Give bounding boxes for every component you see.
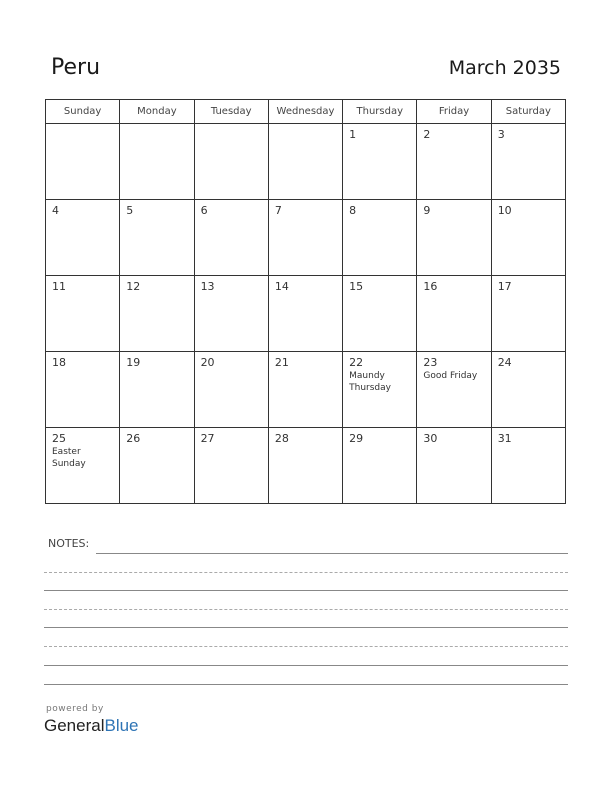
day-number: 14: [274, 280, 289, 293]
holiday-label: Easter Sunday: [52, 447, 86, 469]
note-line: [44, 627, 568, 628]
weekday-header: Wednesday: [268, 100, 342, 124]
day-cell: [194, 428, 268, 504]
day-number: 6: [200, 204, 208, 217]
day-number: 26: [126, 432, 141, 445]
notes-label: NOTES:: [48, 537, 90, 550]
note-line: [44, 665, 568, 666]
powered-by-text: powered by: [46, 704, 104, 714]
day-cell: [491, 124, 565, 200]
note-line: [44, 609, 568, 610]
day-cell: [268, 352, 342, 428]
day-cell: [46, 352, 120, 428]
day-number: 12: [126, 280, 141, 293]
day-cell: [194, 124, 268, 200]
generalblue-logo[interactable]: [44, 716, 139, 736]
day-cell: [268, 276, 342, 352]
day-number: 27: [200, 432, 215, 445]
week-row: [46, 276, 566, 352]
day-number: 19: [126, 356, 141, 369]
day-number: 17: [497, 280, 512, 293]
weekday-header: Thursday: [343, 100, 417, 124]
day-number: 20: [200, 356, 215, 369]
week-row: [46, 428, 566, 504]
day-cell: [120, 276, 194, 352]
week-row: [46, 200, 566, 276]
day-number: 13: [200, 280, 215, 293]
day-cell: [120, 124, 194, 200]
day-number: 21: [274, 356, 289, 369]
day-cell: [46, 200, 120, 276]
day-cell: [46, 124, 120, 200]
day-cell: [343, 124, 417, 200]
country-title: Peru: [51, 55, 101, 80]
day-cell: [491, 200, 565, 276]
day-cell: [343, 352, 417, 428]
day-number: 31: [497, 432, 512, 445]
day-cell: [120, 352, 194, 428]
day-number: 22: [349, 356, 364, 369]
note-line: [44, 646, 568, 647]
week-row: [46, 352, 566, 428]
month-title: March 2035: [448, 57, 561, 79]
weekday-header: Sunday: [46, 100, 120, 124]
day-cell: [46, 428, 120, 504]
day-cell: [417, 124, 491, 200]
day-number: 24: [497, 356, 512, 369]
day-cell: [417, 428, 491, 504]
day-number: 4: [52, 204, 59, 217]
day-number: 8: [349, 204, 357, 217]
weekday-header: Saturday: [491, 100, 565, 124]
day-number: 10: [497, 204, 512, 217]
weekday-header: Friday: [417, 100, 491, 124]
day-number: 30: [423, 432, 438, 445]
day-number: 23: [423, 356, 438, 369]
day-cell: [343, 428, 417, 504]
day-cell: [194, 200, 268, 276]
brand-blue: Blue: [104, 716, 139, 735]
holiday-label: Maundy Thursday: [349, 371, 391, 393]
note-line: [96, 553, 568, 554]
day-number: 29: [349, 432, 364, 445]
day-number: 15: [349, 280, 364, 293]
day-cell: [417, 276, 491, 352]
week-row: [46, 124, 566, 200]
calendar-grid: [45, 99, 566, 504]
holiday-label: Good Friday: [423, 371, 478, 381]
brand-general: General: [44, 716, 105, 735]
day-cell: [343, 276, 417, 352]
day-cell: [343, 200, 417, 276]
day-number: 1: [349, 128, 357, 141]
day-number: 7: [274, 204, 282, 217]
note-line: [44, 572, 568, 573]
day-number: 9: [423, 204, 431, 217]
day-cell: [268, 124, 342, 200]
day-number: 2: [423, 128, 431, 141]
day-cell: [194, 352, 268, 428]
day-cell: [417, 352, 491, 428]
day-number: 28: [274, 432, 289, 445]
note-line: [44, 684, 568, 685]
day-cell: [491, 352, 565, 428]
day-number: 18: [52, 356, 66, 369]
weekday-header: Tuesday: [194, 100, 268, 124]
day-cell: [417, 200, 491, 276]
day-cell: [268, 200, 342, 276]
day-number: 25: [52, 432, 66, 445]
day-number: 5: [126, 204, 134, 217]
day-number: 11: [52, 280, 66, 293]
day-number: 16: [423, 280, 438, 293]
day-cell: [268, 428, 342, 504]
weekday-header: Monday: [120, 100, 194, 124]
day-cell: [194, 276, 268, 352]
day-number: 3: [497, 128, 505, 141]
day-cell: [491, 428, 565, 504]
day-cell: [491, 276, 565, 352]
weekday-header-row: [46, 100, 566, 124]
day-cell: [120, 428, 194, 504]
note-line: [44, 590, 568, 591]
day-cell: [46, 276, 120, 352]
day-cell: [120, 200, 194, 276]
